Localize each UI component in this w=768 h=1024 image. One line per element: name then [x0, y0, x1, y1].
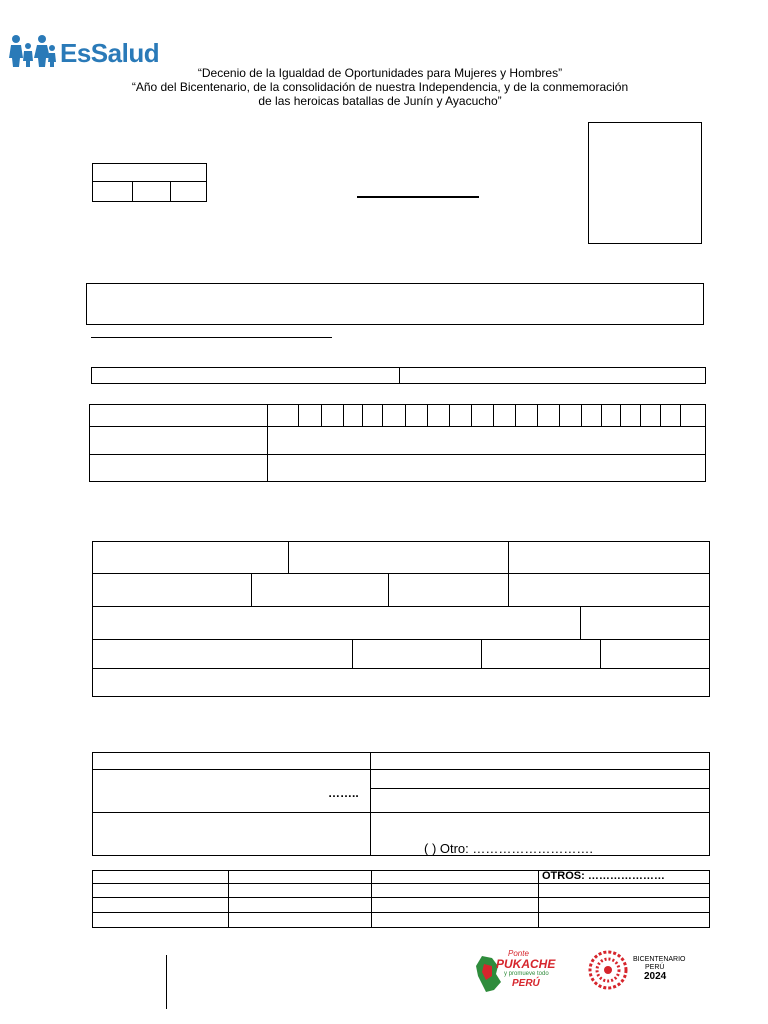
otros-header: OTROS: …………………: [542, 870, 665, 882]
address-line-4: [92, 668, 710, 669]
family-icon: [8, 34, 58, 68]
otro-option[interactable]: ( ) Otro: ……………………….: [424, 841, 593, 856]
id-digit-cell-divider: [515, 404, 516, 426]
photo-box[interactable]: [588, 122, 702, 244]
address-cell-divider: [251, 573, 252, 606]
slogan-line-1: “Decenio de la Igualdad de Oportunidades para Mujeres y Hombres”: [197, 66, 563, 80]
id-digit-cell-divider: [493, 404, 494, 426]
address-cell-divider: [481, 639, 482, 668]
id-digit-cell-divider: [343, 404, 344, 426]
insurance-line-3: [92, 812, 710, 813]
id-digit-cell-divider: [581, 404, 582, 426]
address-cell-divider: [388, 573, 389, 606]
bottom-table-line-1: [92, 883, 710, 884]
slogan-line-3: de las heroicas batallas de Junín y Ayacucho”: [258, 94, 502, 108]
bottom-table-line-2: [92, 897, 710, 898]
name-row-divider: [399, 367, 400, 384]
id-table-row-line-2: [89, 454, 706, 455]
bottom-table-divider: [228, 870, 229, 928]
id-table-row-line-1: [89, 426, 706, 427]
campaign-text-1: Ponte: [508, 949, 529, 958]
address-line-1: [92, 573, 710, 574]
dots-text: ……..: [328, 786, 359, 800]
id-digit-cell-divider: [601, 404, 602, 426]
campaign-text-4: PERÚ: [512, 978, 540, 989]
id-digit-cell-divider: [680, 404, 681, 426]
bicentenario-logo: [586, 948, 686, 992]
address-cell-divider: [580, 606, 581, 639]
bottom-table-divider: [538, 870, 539, 928]
id-digit-cell-divider: [362, 404, 363, 426]
bicentenario-emblem-icon: [586, 948, 630, 992]
campaign-text-2: PUKACHE: [496, 957, 556, 971]
section-underline: [91, 337, 332, 338]
address-cell-divider: [600, 639, 601, 668]
address-line-2: [92, 606, 710, 607]
slogan: [120, 66, 640, 108]
id-digit-cell-divider: [427, 404, 428, 426]
campaign-text-3: y promueve todo: [504, 971, 549, 977]
date-box-year[interactable]: [170, 181, 207, 202]
slogan-line-2: “Año del Bicentenario, de la consolidación de nuestra Independencia, y de la conmemoración: [131, 80, 629, 94]
date-box-header[interactable]: [92, 163, 207, 182]
campaign-logo: [474, 948, 556, 996]
bicentenario-text-3: 2024: [644, 971, 667, 982]
address-block: [92, 541, 710, 697]
id-digit-cell-divider: [620, 404, 621, 426]
id-digit-cell-divider: [537, 404, 538, 426]
id-table-label-divider: [267, 404, 268, 482]
bicentenario-text-1: BICENTENARIO: [633, 956, 686, 963]
brand-name: EsSalud: [60, 38, 160, 68]
insurance-divider: [370, 752, 371, 856]
address-cell-divider: [352, 639, 353, 668]
insurance-line-1: [92, 769, 710, 770]
date-box-day[interactable]: [92, 181, 133, 202]
id-digit-cell-divider: [405, 404, 406, 426]
id-digit-cell-divider: [449, 404, 450, 426]
id-digit-cell-divider: [559, 404, 560, 426]
address-cell-divider: [508, 541, 509, 606]
date-box-month[interactable]: [132, 181, 171, 202]
id-table: [89, 404, 706, 482]
insurance-block: [92, 752, 710, 856]
id-digit-cell-divider: [298, 404, 299, 426]
address-line-3: [92, 639, 710, 640]
id-digit-cell-divider: [640, 404, 641, 426]
signature-line: [166, 955, 167, 1009]
id-digit-cell-divider: [471, 404, 472, 426]
bottom-table-divider: [371, 870, 372, 928]
bicentenario-text-2: PERÚ: [645, 964, 665, 971]
insurance-line-2: [370, 788, 710, 789]
id-digit-cell-divider: [660, 404, 661, 426]
instructions-box[interactable]: [86, 283, 704, 325]
id-digit-cell-divider: [321, 404, 322, 426]
address-cell-divider: [288, 541, 289, 573]
id-digit-cell-divider: [382, 404, 383, 426]
bottom-table-line-3: [92, 912, 710, 913]
title-underline: [357, 196, 479, 198]
essalud-logo: [8, 34, 168, 70]
